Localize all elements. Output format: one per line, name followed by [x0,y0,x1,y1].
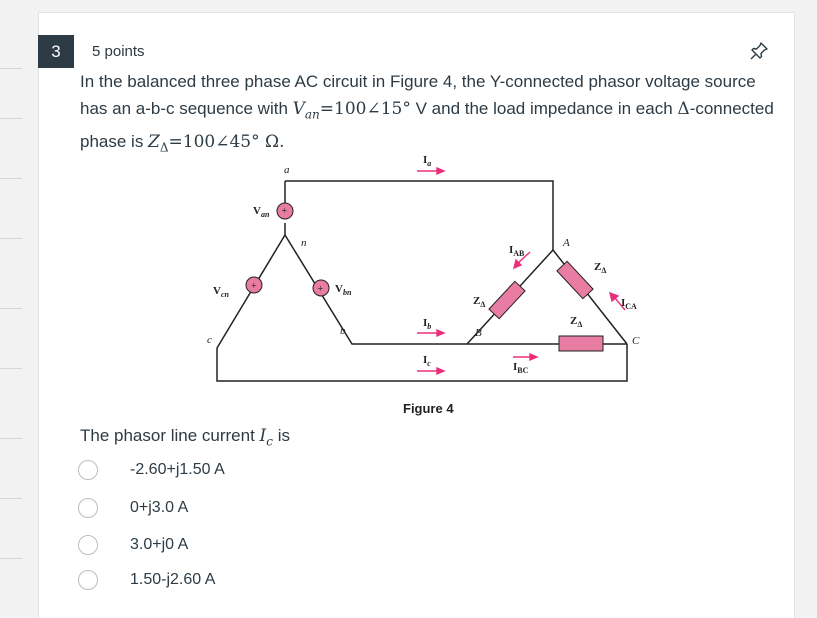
radio-button[interactable] [78,535,98,555]
node-A-label: A [563,237,570,249]
option-label: 0+j3.0 A [130,499,189,516]
option-label: 1.50-j2.60 A [130,571,216,588]
ib-label: $I_b$ [423,317,432,331]
impedance-za-ca [559,336,603,351]
node-b-label: b [340,325,346,337]
vcn-label: $V_{cn}$ [213,285,229,299]
impedance-za-ab [557,261,593,298]
svg-text:+: + [251,281,257,292]
answer-option-1[interactable] [78,460,225,480]
answer-option-4[interactable] [78,570,215,590]
node-B-label: B [475,327,482,339]
answer-option-2[interactable] [78,498,188,518]
radio-button[interactable] [78,570,98,590]
radio-button[interactable] [78,498,98,518]
option-label: -2.60+j1.50 A [130,461,225,478]
question-number: 3 [38,35,74,68]
node-C-label: C [632,335,640,347]
z3-label: $Z_\Delta$ [570,315,583,329]
z1-label: $Z_\Delta$ [473,295,486,309]
node-c-label: c [207,334,212,346]
ic-label: $I_c$ [423,354,431,368]
van-label: $V_{an}$ [253,205,270,219]
source-vcn [246,277,262,293]
ica-label: $I_{CA}$ [621,297,637,311]
circuit-figure [185,150,660,422]
option-label: 3.0+j0 A [130,536,189,553]
node-n-label: n [301,237,307,249]
pin-icon[interactable] [748,40,770,62]
ia-label: $I_a$ [423,154,432,168]
answer-option-3[interactable] [78,535,188,555]
node-a-label: a [284,164,290,176]
question-text: In the balanced three phase AC circuit in Figure 4, the Y-connected phasor voltage source has an a-b-c sequence with $V_{an}=100\angle 15^\circ$ V and the load impedance in each Δ-connected phase is $Z_\Delta=100\angle 45^\circ$ Ω. [80,72,774,155]
z2-label: $Z_\Delta$ [594,261,607,275]
ibc-label: $I_{BC}$ [513,361,529,375]
source-vbn [313,280,329,296]
answer-prompt: The phasor line current $I_c$ is [80,426,290,449]
radio-button[interactable] [78,460,98,480]
source-van [277,203,293,219]
iab-label: $I_{AB}$ [509,244,525,258]
question-points: 5 points [92,43,145,60]
impedance-za-bc [489,281,525,318]
svg-text:+: + [317,284,324,295]
vbn-label: $V_{bn}$ [335,283,352,297]
figure-caption: Figure 4 [403,401,454,416]
svg-text:+: + [281,206,288,217]
